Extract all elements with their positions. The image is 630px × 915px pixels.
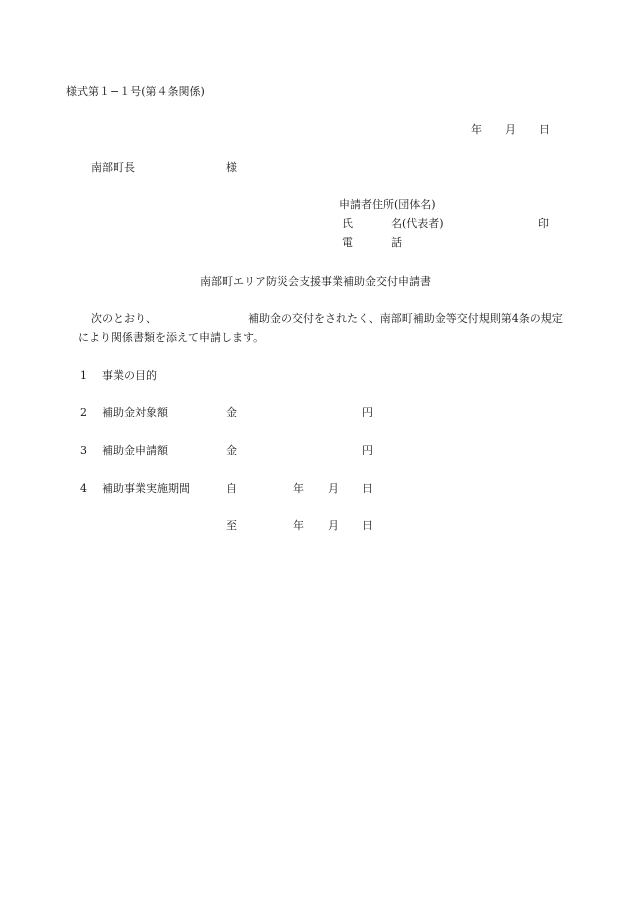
- date-day: 日: [539, 123, 550, 136]
- item-request-suffix: 円: [362, 444, 373, 457]
- item-period-num: 4: [80, 482, 87, 495]
- applicant-name-label-1: 氏: [342, 217, 353, 230]
- addressee-honorific: 様: [226, 161, 237, 174]
- item-period-from-month: 月: [328, 482, 339, 495]
- body-line2: により関係書類を添えて申請します。: [78, 331, 265, 344]
- applicant-name-label-2: 名(代表者): [391, 217, 444, 230]
- item-request-num: 3: [80, 444, 87, 457]
- item-target-suffix: 円: [362, 406, 373, 419]
- item-target-prefix: 金: [226, 406, 237, 419]
- item-target-num: 2: [80, 406, 87, 419]
- item-target-label: 補助金対象額: [102, 406, 168, 419]
- item-period-from-year: 年: [293, 482, 304, 495]
- item-period-label: 補助事業実施期間: [102, 482, 190, 495]
- item-period-from: 自: [226, 482, 237, 495]
- item-request-label: 補助金申請額: [102, 444, 168, 457]
- date-year: 年: [471, 123, 482, 136]
- item-request-prefix: 金: [226, 444, 237, 457]
- item-purpose-label: 事業の目的: [102, 369, 157, 382]
- item-purpose-num: 1: [80, 369, 87, 382]
- item-period-to-day: 日: [362, 519, 373, 532]
- form-number: 様式第１−１号(第４条関係): [66, 85, 205, 98]
- applicant-phone-label-1: 電: [342, 236, 353, 249]
- applicant-address-label: 申請者住所(団体名): [339, 198, 436, 211]
- item-period-from-day: 日: [362, 482, 373, 495]
- date-month: 月: [505, 123, 516, 136]
- applicant-phone-label-2: 話: [391, 236, 402, 249]
- body-line1-b: 補助金の交付をされたく、南部町補助金等交付規則第4条の規定: [248, 312, 563, 325]
- applicant-seal: 印: [538, 217, 549, 230]
- document-title: 南部町エリア防災会支援事業補助金交付申請書: [200, 275, 431, 288]
- item-period-to: 至: [226, 519, 237, 532]
- addressee-name: 南部町長: [91, 161, 135, 174]
- body-line1-a: 次のとおり、: [91, 312, 157, 325]
- item-period-to-month: 月: [328, 519, 339, 532]
- item-period-to-year: 年: [293, 519, 304, 532]
